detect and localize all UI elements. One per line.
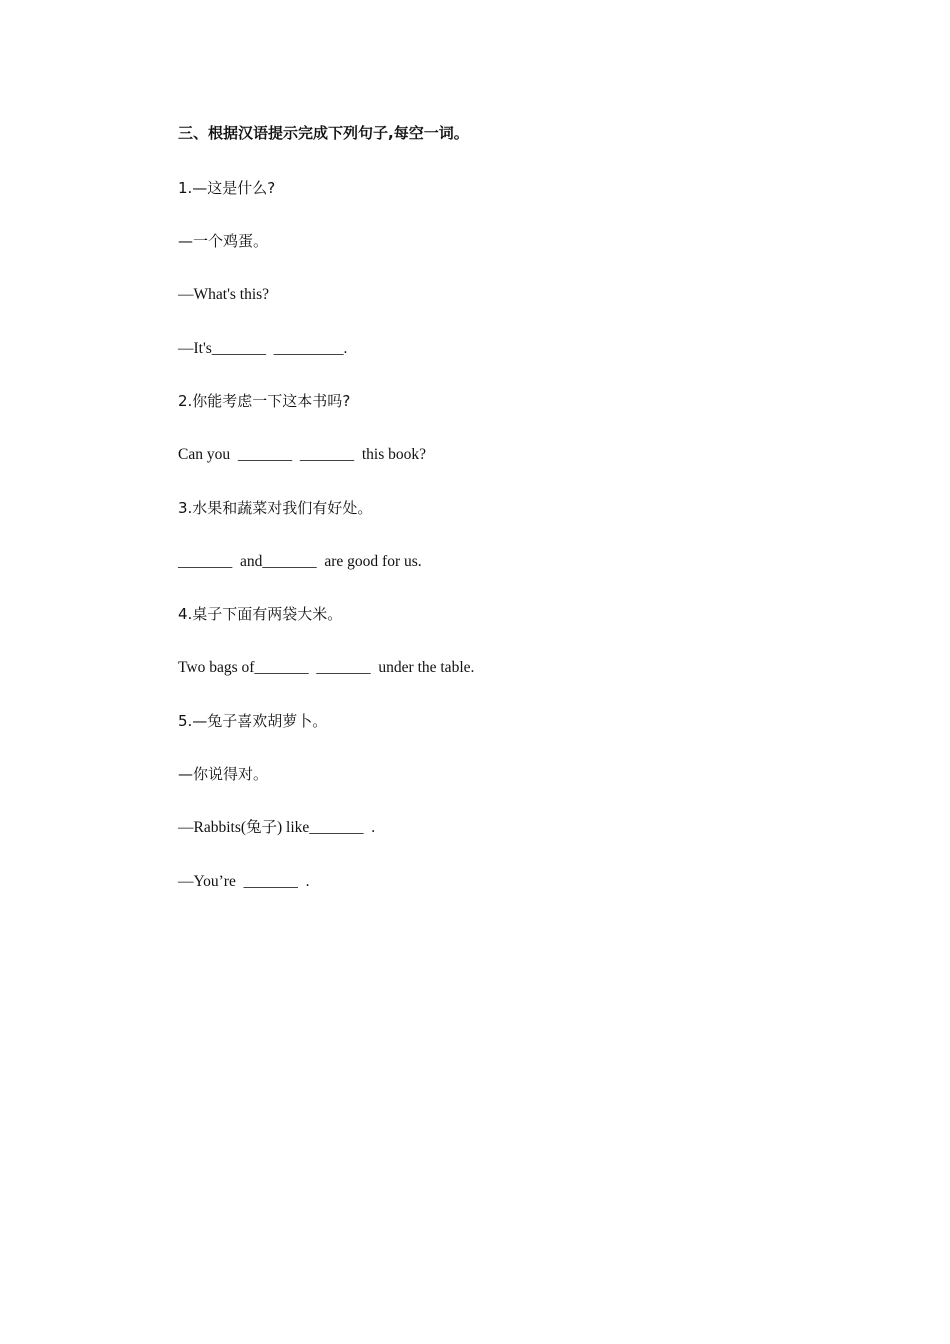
q4-chinese-prompt: 4.桌子下面有两袋大米。 xyxy=(178,605,343,623)
q3-chinese-prompt: 3.水果和蔬菜对我们有好处。 xyxy=(178,499,373,517)
q5-chinese-prompt: 5.—兔子喜欢胡萝卜。 xyxy=(178,712,328,730)
q1-chinese-answer: —一个鸡蛋。 xyxy=(178,232,269,250)
q3-english-blank-line: _______ and_______ are good for us. xyxy=(178,553,422,570)
q2-chinese-prompt: 2.你能考虑一下这本书吗? xyxy=(178,392,351,410)
section-heading: 三、根据汉语提示完成下列句子,每空一词。 xyxy=(178,124,469,142)
q1-english-question: —What's this? xyxy=(178,286,270,303)
q5-english-blank-line-2: —You’re _______ . xyxy=(178,873,310,890)
q1-chinese-prompt: 1.—这是什么? xyxy=(178,179,276,197)
q5-english-blank-line-1: —Rabbits(兔子) like_______ . xyxy=(178,819,376,836)
q1-english-blank-line: —It's_______ _________. xyxy=(178,340,348,357)
q2-english-blank-line: Can you _______ _______ this book? xyxy=(178,446,426,463)
q5-chinese-answer: —你说得对。 xyxy=(178,765,269,783)
q4-english-blank-line: Two bags of_______ _______ under the table. xyxy=(178,659,475,676)
